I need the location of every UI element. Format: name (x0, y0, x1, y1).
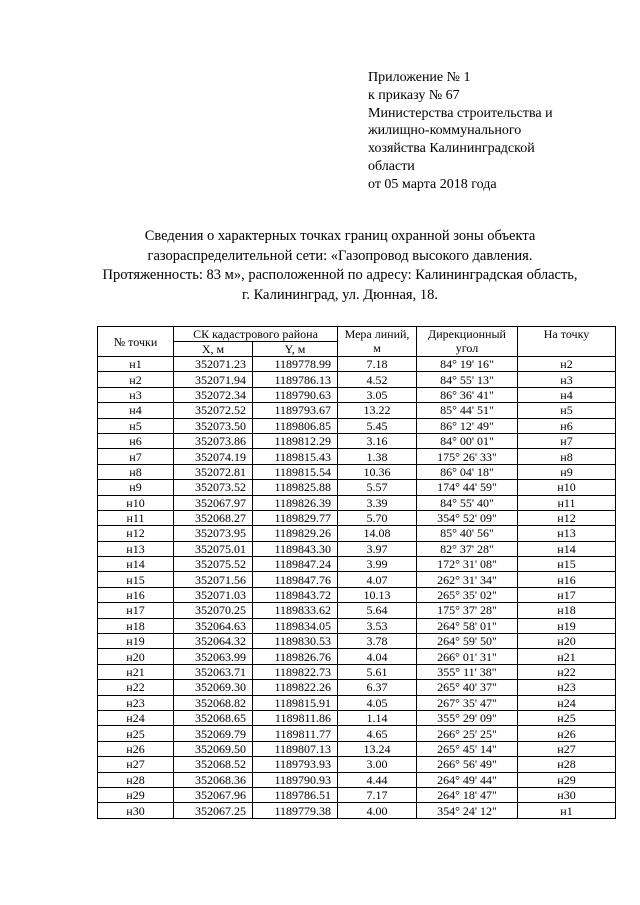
cell-y: 1189847.76 (253, 572, 338, 587)
cell-point: н20 (98, 649, 174, 664)
cell-to-point: н21 (518, 649, 616, 664)
cell-to-point: н9 (518, 464, 616, 479)
cell-point: н3 (98, 387, 174, 402)
cell-measure: 13.22 (338, 403, 417, 418)
cell-point: н27 (98, 757, 174, 772)
heading-line: газораспределительной сети: «Газопровод высокого давления. (147, 247, 533, 264)
cell-measure: 4.52 (338, 372, 417, 387)
cell-measure: 3.05 (338, 387, 417, 402)
cell-point: н30 (98, 803, 174, 818)
appendix-block (368, 69, 553, 194)
table-row (98, 695, 616, 710)
cell-to-point: н13 (518, 526, 616, 541)
cell-direction: 85° 44' 51" (417, 403, 518, 418)
cell-point: н1 (98, 357, 174, 372)
table-row (98, 787, 616, 802)
cell-x: 352068.82 (174, 695, 253, 710)
heading-line: г. Калининград, ул. Дюнная, 18. (242, 286, 438, 303)
cell-measure: 5.57 (338, 480, 417, 495)
cell-y: 1189806.85 (253, 418, 338, 433)
cell-x: 352074.19 (174, 449, 253, 464)
cell-y: 1189843.30 (253, 541, 338, 556)
cell-direction: 86° 04' 18" (417, 464, 518, 479)
cell-x: 352075.01 (174, 541, 253, 556)
appendix-line: области (368, 158, 415, 174)
cell-point: н13 (98, 541, 174, 556)
cell-to-point: н15 (518, 557, 616, 572)
cell-to-point: н25 (518, 710, 616, 725)
cell-direction: 86° 12' 49" (417, 418, 518, 433)
cell-direction: 84° 55' 40" (417, 495, 518, 510)
cell-direction: 265° 35' 02" (417, 587, 518, 602)
header-x: X, м (174, 342, 253, 357)
table-row (98, 664, 616, 679)
cell-measure: 4.44 (338, 772, 417, 787)
cell-y: 1189822.26 (253, 680, 338, 695)
cell-y: 1189833.62 (253, 603, 338, 618)
cell-to-point: н8 (518, 449, 616, 464)
cell-measure: 7.17 (338, 787, 417, 802)
cell-point: н28 (98, 772, 174, 787)
cell-x: 352071.94 (174, 372, 253, 387)
cell-x: 352071.03 (174, 587, 253, 602)
heading-line: Протяженность: 83 м», расположенной по адресу: Калининградская область, (102, 267, 578, 283)
cell-to-point: н26 (518, 726, 616, 741)
cell-y: 1189829.77 (253, 510, 338, 525)
cell-measure: 5.61 (338, 664, 417, 679)
cell-y: 1189822.73 (253, 664, 338, 679)
header-direction: Дирекционный угол (417, 327, 518, 357)
cell-point: н17 (98, 603, 174, 618)
cell-x: 352067.96 (174, 787, 253, 802)
table-row (98, 449, 616, 464)
cell-y: 1189830.53 (253, 634, 338, 649)
cell-to-point: н10 (518, 480, 616, 495)
cell-direction: 175° 37' 28" (417, 603, 518, 618)
cell-point: н6 (98, 433, 174, 448)
table-row (98, 526, 616, 541)
cell-to-point: н18 (518, 603, 616, 618)
table-row (98, 464, 616, 479)
table-row (98, 418, 616, 433)
cell-x: 352072.52 (174, 403, 253, 418)
cell-measure: 3.00 (338, 757, 417, 772)
cell-x: 352073.95 (174, 526, 253, 541)
cell-to-point: н14 (518, 541, 616, 556)
table-row (98, 741, 616, 756)
heading-line: Сведения о характерных точках границ охранной зоны объекта (144, 228, 536, 244)
cell-point: н18 (98, 618, 174, 633)
table-body (98, 357, 616, 819)
appendix-line: хозяйства Калининградской (368, 141, 535, 157)
cell-x: 352068.52 (174, 757, 253, 772)
cell-x: 352071.56 (174, 572, 253, 587)
cell-y: 1189812.29 (253, 433, 338, 448)
cell-measure: 3.97 (338, 541, 417, 556)
cell-to-point: н2 (518, 357, 616, 372)
cell-y: 1189826.76 (253, 649, 338, 664)
cell-direction: 264° 58' 01" (417, 618, 518, 633)
cell-direction: 354° 24' 12" (417, 803, 518, 818)
cell-x: 352071.23 (174, 357, 253, 372)
cell-to-point: н27 (518, 741, 616, 756)
cell-point: н29 (98, 787, 174, 802)
table-row (98, 557, 616, 572)
cell-to-point: н17 (518, 587, 616, 602)
cell-direction: 355° 29' 09" (417, 710, 518, 725)
cell-point: н21 (98, 664, 174, 679)
cell-direction: 172° 31' 08" (417, 557, 518, 572)
cell-to-point: н20 (518, 634, 616, 649)
cell-x: 352073.86 (174, 433, 253, 448)
cell-point: н5 (98, 418, 174, 433)
cell-direction: 84° 55' 13" (417, 372, 518, 387)
cell-measure: 3.39 (338, 495, 417, 510)
cell-direction: 264° 18' 47" (417, 787, 518, 802)
cell-x: 352069.50 (174, 741, 253, 756)
table-row (98, 495, 616, 510)
cell-y: 1189807.13 (253, 741, 338, 756)
table-row (98, 572, 616, 587)
cell-y: 1189843.72 (253, 587, 338, 602)
cell-direction: 84° 00' 01" (417, 433, 518, 448)
cell-measure: 6.37 (338, 680, 417, 695)
table-row (98, 480, 616, 495)
cell-y: 1189793.67 (253, 403, 338, 418)
cell-y: 1189779.38 (253, 803, 338, 818)
cell-measure: 14.08 (338, 526, 417, 541)
appendix-line: жилищно-коммунального (368, 123, 522, 139)
cell-to-point: н3 (518, 372, 616, 387)
cell-point: н24 (98, 710, 174, 725)
cell-direction: 262° 31' 34" (417, 572, 518, 587)
cell-to-point: н1 (518, 803, 616, 818)
cell-direction: 264° 49' 44" (417, 772, 518, 787)
cell-measure: 5.70 (338, 510, 417, 525)
cell-y: 1189793.93 (253, 757, 338, 772)
table-row (98, 541, 616, 556)
cell-x: 352072.34 (174, 387, 253, 402)
header-cs-group: СК кадастрового района (174, 327, 338, 342)
cell-measure: 5.64 (338, 603, 417, 618)
cell-measure: 4.05 (338, 695, 417, 710)
cell-point: н7 (98, 449, 174, 464)
cell-direction: 265° 45' 14" (417, 741, 518, 756)
header-to-point: На точку (518, 327, 616, 357)
cell-to-point: н16 (518, 572, 616, 587)
cell-to-point: н6 (518, 418, 616, 433)
cell-x: 352063.71 (174, 664, 253, 679)
cell-y: 1189786.51 (253, 787, 338, 802)
cell-y: 1189786.13 (253, 372, 338, 387)
cell-direction: 174° 44' 59" (417, 480, 518, 495)
cell-to-point: н28 (518, 757, 616, 772)
cell-x: 352068.65 (174, 710, 253, 725)
table-row (98, 357, 616, 372)
cell-x: 352063.99 (174, 649, 253, 664)
cell-point: н22 (98, 680, 174, 695)
document-heading (60, 227, 620, 305)
cell-to-point: н29 (518, 772, 616, 787)
table-row (98, 803, 616, 818)
cell-measure: 3.53 (338, 618, 417, 633)
table-row (98, 510, 616, 525)
cell-to-point: н22 (518, 664, 616, 679)
cell-x: 352064.63 (174, 618, 253, 633)
cell-to-point: н7 (518, 433, 616, 448)
cell-measure: 4.00 (338, 803, 417, 818)
table-row (98, 387, 616, 402)
table-row (98, 603, 616, 618)
cell-direction: 354° 52' 09" (417, 510, 518, 525)
cell-to-point: н11 (518, 495, 616, 510)
appendix-line: Министерства строительства и (368, 105, 553, 121)
table-row (98, 634, 616, 649)
appendix-line: от 05 марта 2018 года (368, 176, 497, 192)
cell-y: 1189790.93 (253, 772, 338, 787)
cell-point: н16 (98, 587, 174, 602)
cell-to-point: н12 (518, 510, 616, 525)
cell-y: 1189778.99 (253, 357, 338, 372)
table-row (98, 757, 616, 772)
cell-x: 352064.32 (174, 634, 253, 649)
cell-measure: 3.99 (338, 557, 417, 572)
cell-x: 352069.30 (174, 680, 253, 695)
table-row (98, 403, 616, 418)
cell-x: 352067.97 (174, 495, 253, 510)
cell-measure: 4.65 (338, 726, 417, 741)
header-y: Y, м (253, 342, 338, 357)
cell-to-point: н4 (518, 387, 616, 402)
cell-y: 1189811.77 (253, 726, 338, 741)
cell-point: н11 (98, 510, 174, 525)
header-measure: Мера линий, м (338, 327, 417, 357)
table-row (98, 587, 616, 602)
cell-direction: 175° 26' 33" (417, 449, 518, 464)
table-row (98, 772, 616, 787)
cell-point: н19 (98, 634, 174, 649)
cell-point: н4 (98, 403, 174, 418)
cell-point: н23 (98, 695, 174, 710)
cell-direction: 267° 35' 47" (417, 695, 518, 710)
cell-point: н15 (98, 572, 174, 587)
appendix-line: Приложение № 1 (368, 70, 471, 85)
cell-measure: 4.04 (338, 649, 417, 664)
cell-point: н26 (98, 741, 174, 756)
cell-point: н8 (98, 464, 174, 479)
appendix-line: к приказу № 67 (368, 87, 460, 103)
cell-direction: 266° 56' 49" (417, 757, 518, 772)
cell-measure: 1.14 (338, 710, 417, 725)
cell-y: 1189790.63 (253, 387, 338, 402)
cell-x: 352067.25 (174, 803, 253, 818)
cell-x: 352070.25 (174, 603, 253, 618)
cell-point: н14 (98, 557, 174, 572)
cell-to-point: н30 (518, 787, 616, 802)
cell-y: 1189815.54 (253, 464, 338, 479)
cell-y: 1189826.39 (253, 495, 338, 510)
cell-measure: 3.16 (338, 433, 417, 448)
cell-to-point: н24 (518, 695, 616, 710)
cell-y: 1189811.86 (253, 710, 338, 725)
cell-measure: 10.36 (338, 464, 417, 479)
table-row (98, 710, 616, 725)
cell-measure: 1.38 (338, 449, 417, 464)
cell-y: 1189829.26 (253, 526, 338, 541)
cell-y: 1189815.91 (253, 695, 338, 710)
cell-point: н10 (98, 495, 174, 510)
cell-direction: 355° 11' 38" (417, 664, 518, 679)
cell-direction: 266° 25' 25" (417, 726, 518, 741)
cell-direction: 84° 19' 16" (417, 357, 518, 372)
table-row (98, 618, 616, 633)
table-row (98, 649, 616, 664)
cell-direction: 82° 37' 28" (417, 541, 518, 556)
cell-point: н9 (98, 480, 174, 495)
cell-x: 352068.27 (174, 510, 253, 525)
cell-x: 352075.52 (174, 557, 253, 572)
cell-to-point: н5 (518, 403, 616, 418)
cell-x: 352073.50 (174, 418, 253, 433)
cell-measure: 5.45 (338, 418, 417, 433)
cell-measure: 4.07 (338, 572, 417, 587)
cell-point: н12 (98, 526, 174, 541)
cell-y: 1189825.88 (253, 480, 338, 495)
cell-measure: 13.24 (338, 741, 417, 756)
cell-direction: 266° 01' 31" (417, 649, 518, 664)
cell-y: 1189847.24 (253, 557, 338, 572)
cell-measure: 10.13 (338, 587, 417, 602)
cell-to-point: н19 (518, 618, 616, 633)
table-row (98, 680, 616, 695)
boundary-points-table (97, 326, 616, 819)
cell-direction: 85° 40' 56" (417, 526, 518, 541)
cell-direction: 264° 59' 50" (417, 634, 518, 649)
cell-x: 352072.81 (174, 464, 253, 479)
cell-to-point: н23 (518, 680, 616, 695)
cell-y: 1189834.05 (253, 618, 338, 633)
cell-direction: 86° 36' 41" (417, 387, 518, 402)
cell-direction: 265° 40' 37" (417, 680, 518, 695)
cell-x: 352069.79 (174, 726, 253, 741)
table-row (98, 372, 616, 387)
cell-point: н2 (98, 372, 174, 387)
cell-y: 1189815.43 (253, 449, 338, 464)
cell-point: н25 (98, 726, 174, 741)
table-row (98, 433, 616, 448)
cell-measure: 3.78 (338, 634, 417, 649)
cell-x: 352073.52 (174, 480, 253, 495)
cell-measure: 7.18 (338, 357, 417, 372)
cell-x: 352068.36 (174, 772, 253, 787)
table-row (98, 726, 616, 741)
header-point: № точки (98, 327, 174, 357)
